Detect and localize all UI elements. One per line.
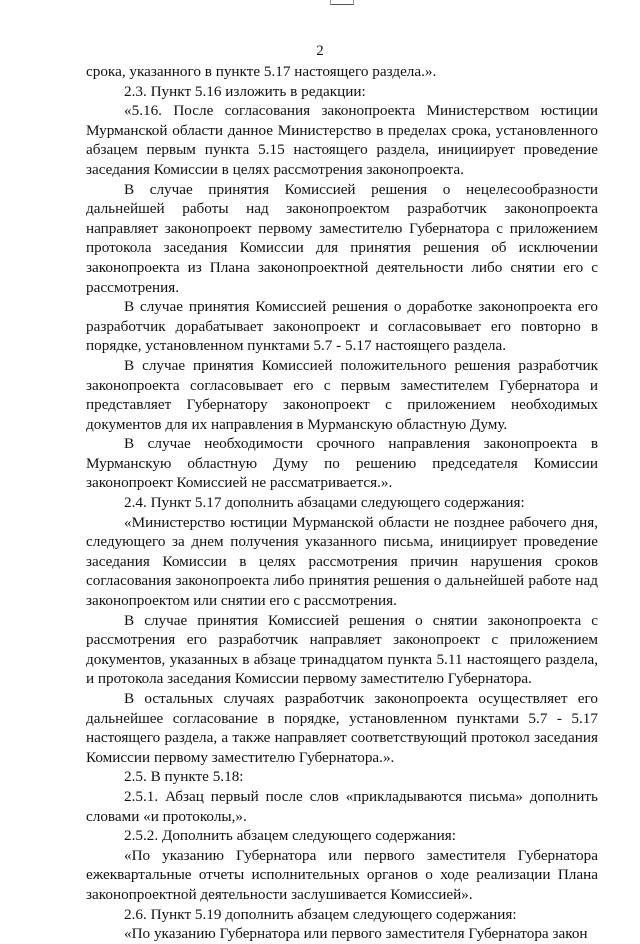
page-number: 2 (316, 43, 324, 59)
paragraph: срока, указанного в пункте 5.17 настоящего раздела.». (86, 63, 437, 80)
paragraph: 2.3. Пункт 5.16 изложить в редакции: (124, 82, 366, 100)
paragraph: В остальных случаях разработчик законопроекта осуществляет его дальнейшее согласование в порядке, установленном пунктами 5.7 - 5.17 настоящего раздела, а также направляет соответствующий протокол заседания Комиссии первому заместителю Губернатора.». (86, 690, 598, 766)
paragraph: «По указанию Губернатора или первого заместителя Губернатора закон (124, 925, 588, 943)
document-body (86, 62, 598, 944)
paragraph: В случае принятия Комиссией положительного решения разработчик законопроекта согласовывает его с первым заместителем Губернатора и представляет Губернатору законопроект с приложением необходимых документов для их направления в Мурманскую областную Думу. (86, 356, 598, 433)
paragraph: В случае принятия Комиссией решения о снятии законопроекта с рассмотрения его разработчик направляет законопроект с приложением документов, указанных в абзаце тринадцатом пункта 5.11 настоящего раздела, и протокола заседания Комиссии первому заместителю Губернатора. (86, 611, 598, 688)
paragraph: 2.5. В пункте 5.18: (124, 768, 244, 786)
page-top-mark (330, 0, 354, 5)
paragraph: В случае принятия Комиссией решения о нецелесообразности дальнейшей работы над законопроектом разработчик законопроекта направляет законопроект первому заместителю Губернатора с приложением протокола заседания Комиссии для принятия решения об исключении законопроекта из Плана законопроектной деятельности либо снятии его с рассмотрения. (86, 180, 598, 296)
paragraph: «По указанию Губернатора или первого заместителя Губернатора ежеквартальные отчеты исполнительных органов о ходе реализации Плана законопроектной деятельности заслушивается Комиссией». (86, 846, 598, 903)
paragraph: 2.6. Пункт 5.19 дополнить абзацем следующего содержания: (124, 905, 517, 923)
paragraph: В случае необходимости срочного направления законопроекта в Мурманскую областную Думу по решению председателя Комиссии законопроект Комиссией не рассматривается.». (86, 435, 598, 492)
paragraph: 2.4. Пункт 5.17 дополнить абзацами следующего содержания: (124, 494, 525, 512)
paragraph: В случае принятия Комиссией решения о доработке законопроекта его разработчик дорабатывает законопроект и согласовывает его повторно в порядке, установленном пунктами 5.7 - 5.17 настоящего раздела. (86, 298, 598, 355)
paragraph: 2.5.1. Абзац первый после слов «прикладываются письма» дополнить словами «и протоколы,». (86, 787, 598, 825)
paragraph: «5.16. После согласования законопроекта Министерством юстиции Мурманской области данное Министерство в пределах срока, установленного абзацем первым пункта 5.15 настоящего раздела, инициирует проведение заседания Комиссии в целях рассмотрения законопроекта. (86, 102, 598, 178)
paragraph: «Министерство юстиции Мурманской области не позднее рабочего дня, следующего за днем получения указанного письма, инициирует проведение заседания Комиссии в целях рассмотрения причин нарушения сроков согласования законопроекта либо принятия решения о дальнейшей работе над законопроектом или снятии его с рассмотрения. (86, 513, 598, 610)
paragraph: 2.5.2. Дополнить абзацем следующего содержания: (124, 827, 456, 845)
